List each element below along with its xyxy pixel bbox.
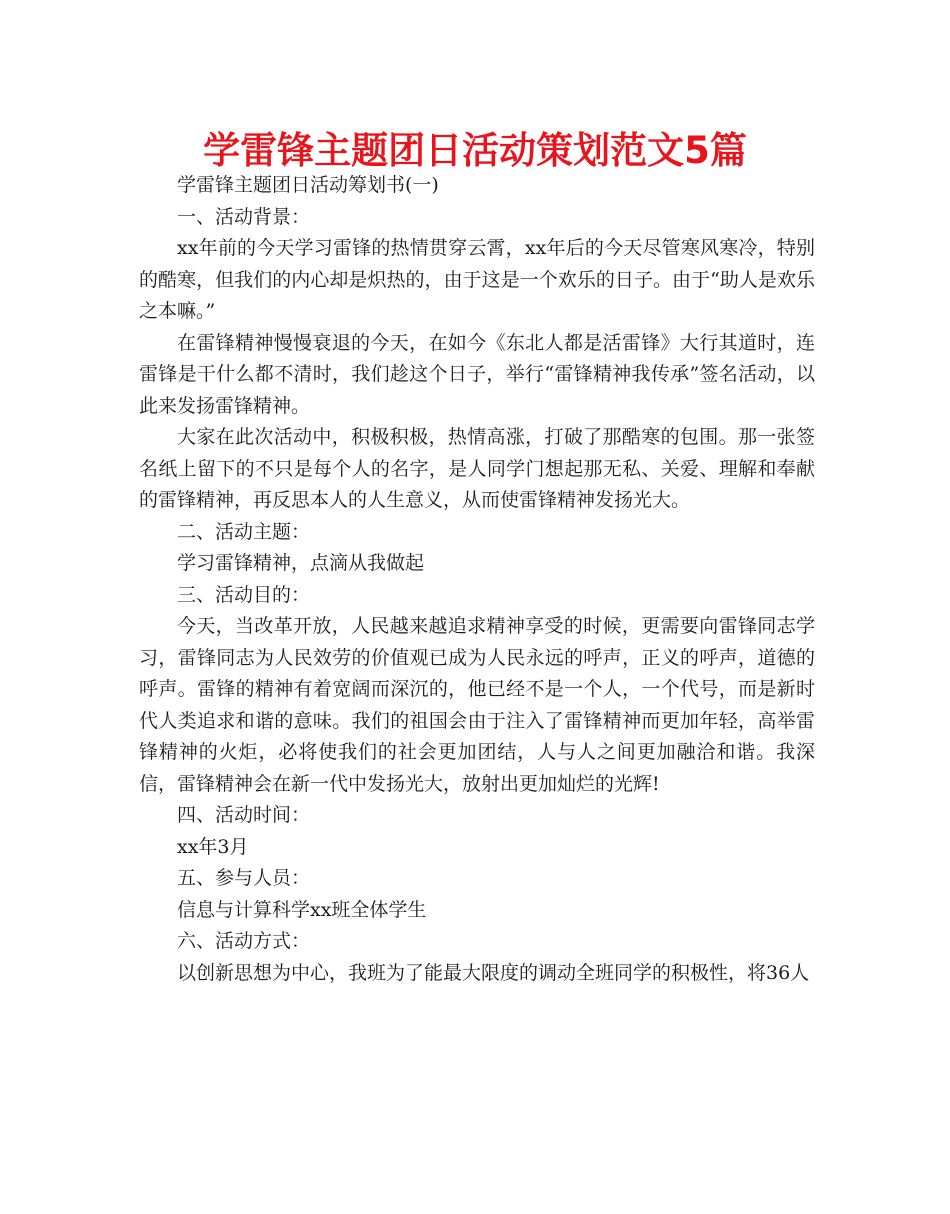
paragraph-section-theme: 二、活动主题： — [177, 520, 311, 543]
paragraph-background-1: xx年前的今天学习雷锋的热情贯穿云霄，xx年后的今天尽管寒风寒冷，特别的酷寒，但我们的内心却是炽热的，由于这是一个欢乐的日子。由于“助人是欢乐之本嘛。” — [139, 237, 815, 322]
paragraph-method: 以创新思想为中心，我班为了能最大限度的调动全班同学的积极性，将36人 — [177, 961, 810, 984]
paragraph-section-participants: 五、参与人员： — [177, 867, 311, 889]
paragraph-plan-heading: 学雷锋主题团日活动筹划书(一) — [177, 174, 439, 196]
paragraph-section-method: 六、活动方式： — [177, 930, 311, 952]
document-body — [139, 170, 815, 989]
paragraph-theme: 学习雷锋精神，点滴从我做起 — [177, 552, 425, 574]
paragraph-background-3: 大家在此次活动中，积极积极，热情高涨，打破了那酷寒的包围。那一张签名纸上留下的不只是每个人的名字，是人同学门想起那无私、关爱、理解和奉献的雷锋精神，再反思本人的人生意义，从而使雷锋精神发扬光大。 — [139, 426, 815, 511]
paragraph-purpose: 今天，当改革开放，人民越来越追求精神享受的时候，更需要向雷锋同志学习，雷锋同志为人民效劳的价值观已成为人民永远的呼声，正义的呼声，道德的呼声。雷锋的精神有着宽阔而深沉的，他已经不是一个人，一个代号，而是新时代人类追求和谐的意味。我们的祖国会由于注入了雷锋精神而更加年轻，高举雷锋精神的火炬，必将使我们的社会更加团结，人与人之间更加融洽和谐。我深信，雷锋精神会在新一代中发扬光大，放射出更加灿烂的光辉! — [139, 615, 815, 795]
paragraph-section-background: 一、活动背景： — [177, 205, 311, 228]
paragraph-section-purpose: 三、活动目的： — [177, 583, 311, 606]
paragraph-section-time: 四、活动时间： — [177, 804, 311, 826]
document-title: 学雷锋主题团日活动策划范文5篇 — [203, 129, 747, 172]
paragraph-time: xx年3月 — [177, 835, 249, 858]
paragraph-background-2: 在雷锋精神慢慢衰退的今天，在如今《东北人都是活雷锋》大行其道时，连雷锋是干什么都不清时，我们趁这个日子，举行“雷锋精神我传承”签名活动，以此来发扬雷锋精神。 — [139, 331, 815, 417]
paragraph-participants: 信息与计算科学xx班全体学生 — [177, 898, 427, 921]
